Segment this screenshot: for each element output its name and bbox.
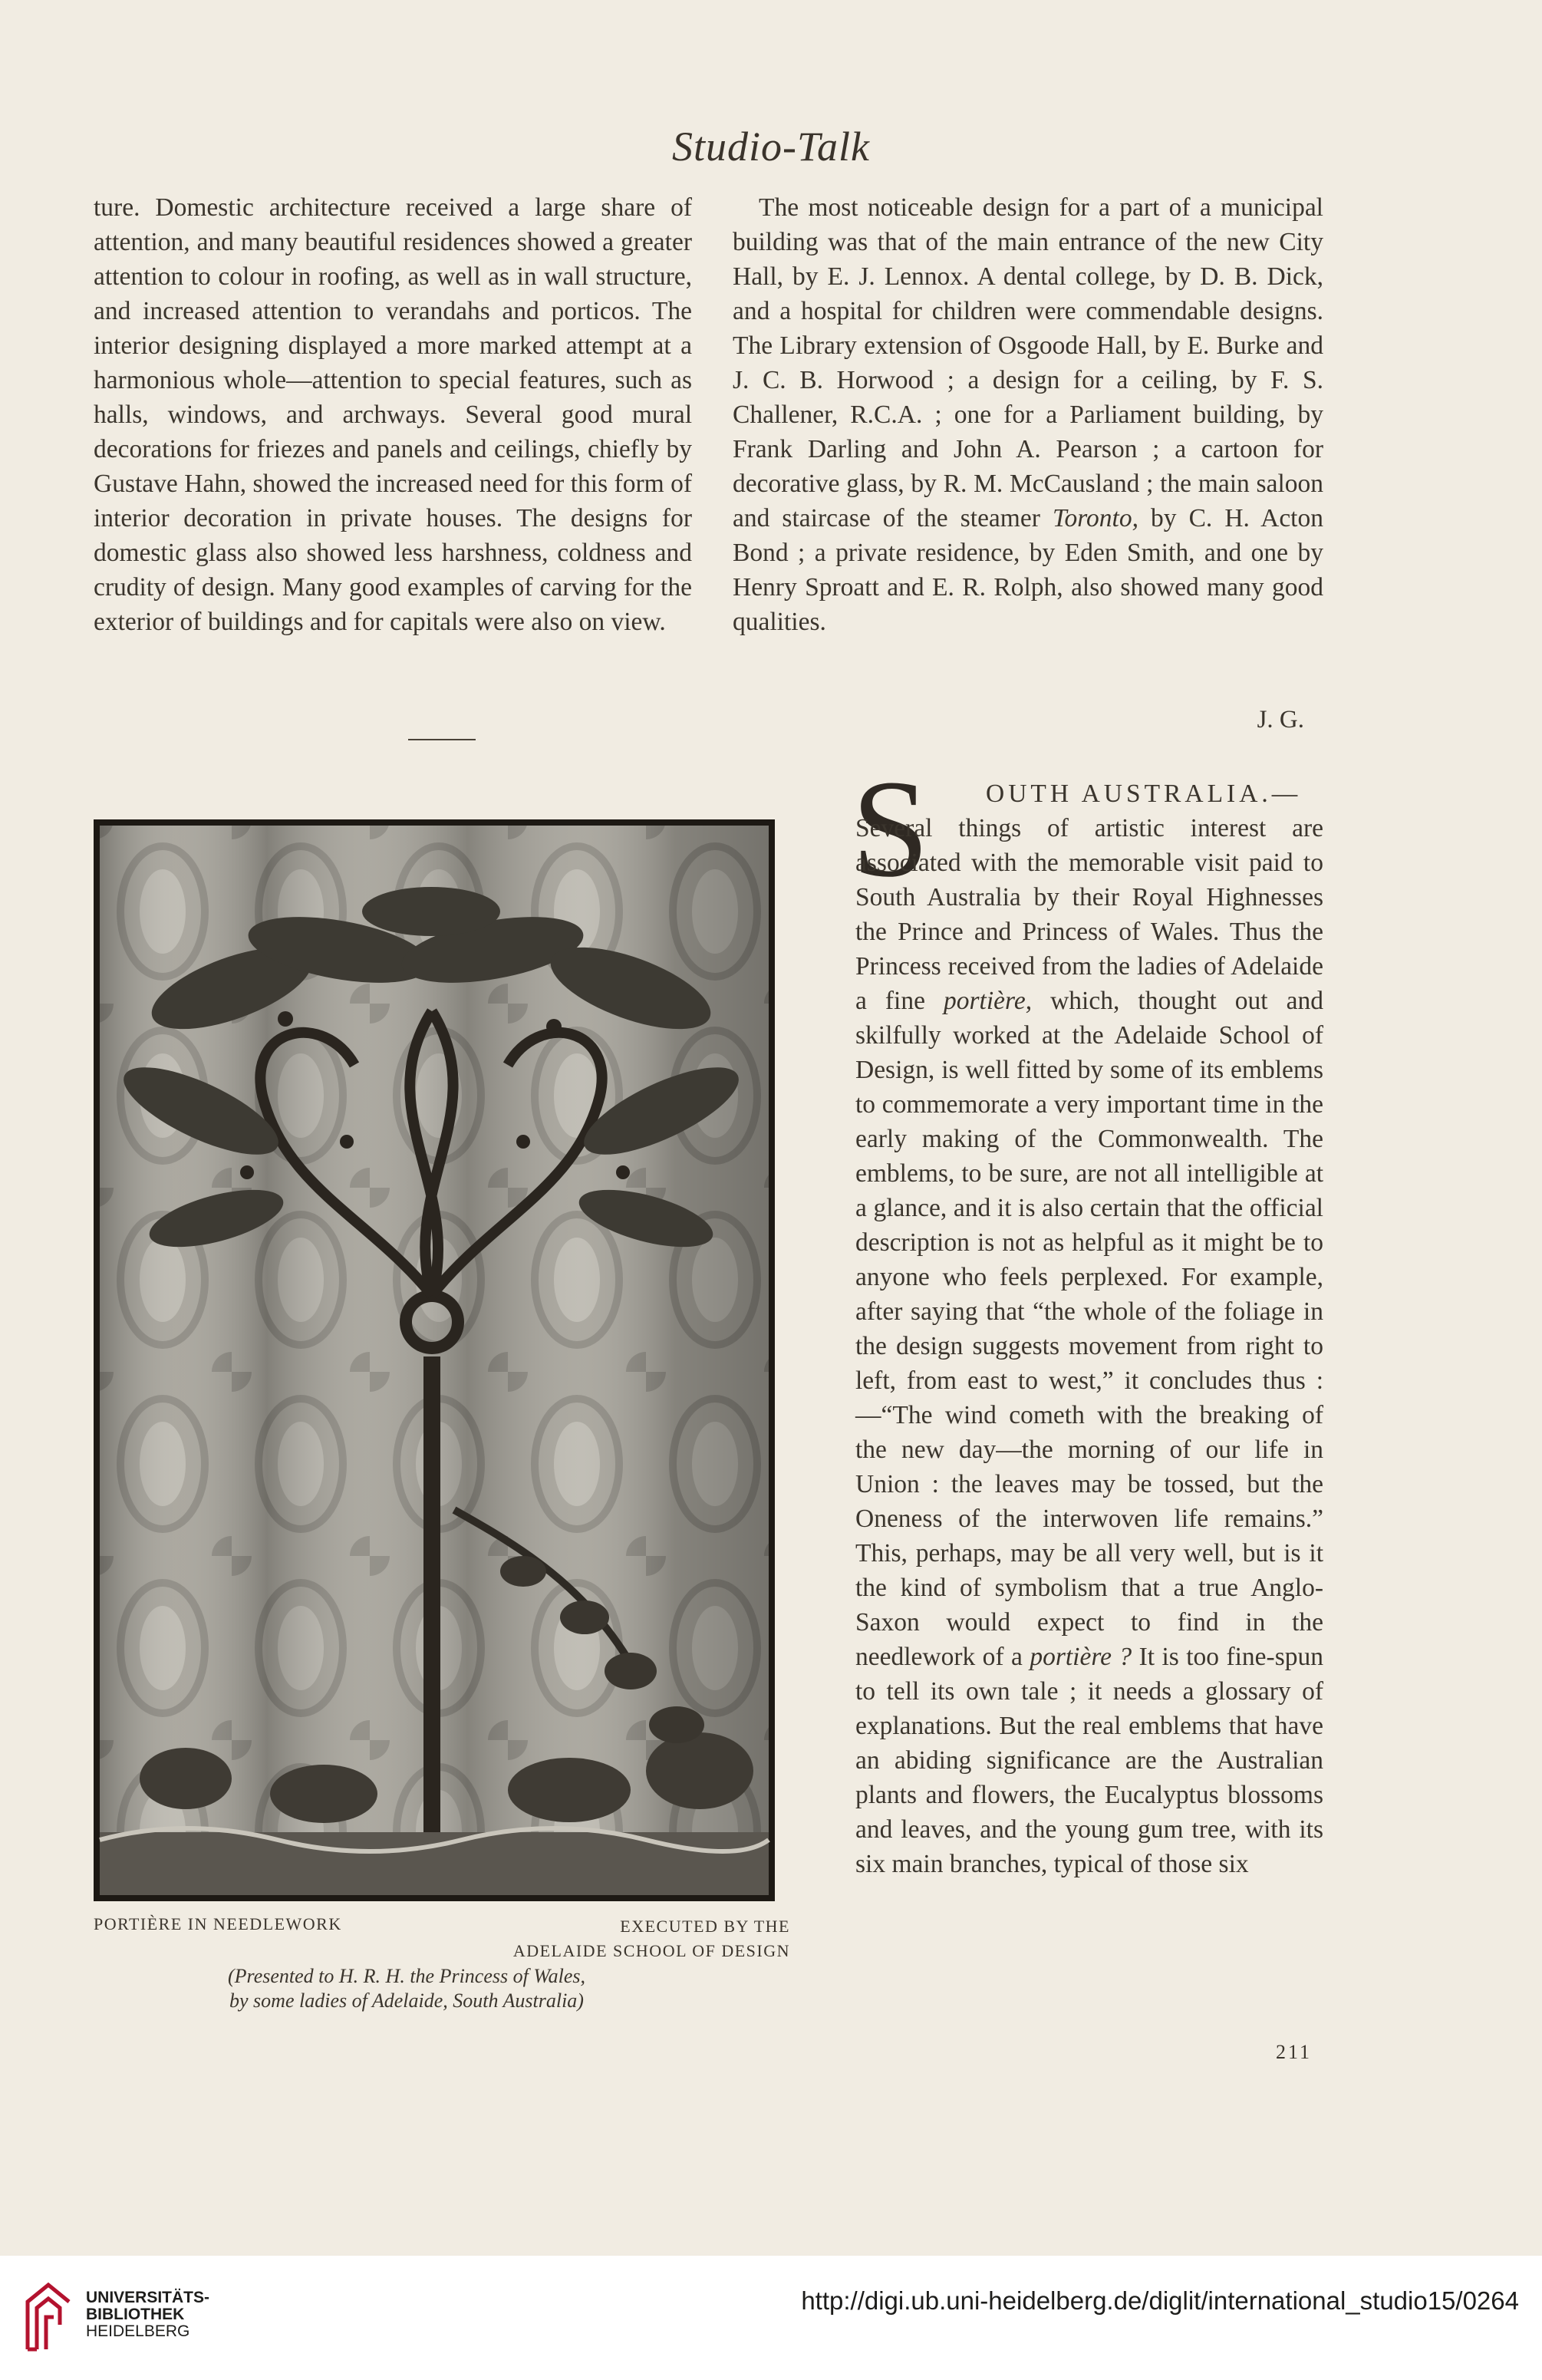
caption-note-line: (Presented to H. R. H. the Princess of Wales, [228, 1965, 585, 1987]
paragraph-toronto-designs [733, 190, 1323, 639]
drop-cap: S [852, 752, 930, 906]
section-heading: OUTH AUSTRALIA.— [986, 780, 1302, 808]
italic-term: portière ? [1030, 1643, 1132, 1671]
caption-note [115, 1964, 698, 2013]
section-rule [408, 739, 476, 740]
caption-maker-line: ADELAIDE SCHOOL OF DESIGN [512, 1941, 790, 1960]
paragraph-south-australia [855, 776, 1323, 1881]
portiere-illustration [94, 819, 775, 1901]
text-segment: by C. H. Acton Bond ; a private residence, by Eden Smith, and one by Henry Sproatt and E. R. Rolph, also showed many good qualities. [733, 504, 1323, 636]
left-text-column [94, 190, 692, 639]
ship-name: Toronto, [1052, 504, 1138, 532]
library-name-line: UNIVERSITÄTS- [86, 2289, 210, 2306]
text-segment: The most noticeable design for a part of a municipal building was that of the main entrance of the new City Hall, by E. J. Lennox. A dental college, by D. B. Dick, and a hospital for children were commendable designs. The Library extension of Osgoode Hall, by E. Burke and J. C. B. Horwood ; a design for a ceiling, by F. S. Challener, R.C.A. ; one for a Parliament building, by Frank Darling and John A. Pearson ; a cartoon for decorative glass, by R. M. McCausland ; the main saloon and staircase of the steamer [733, 193, 1323, 532]
text-segment: It is too fine-spun to tell its own tale ; it needs a glossary of explanations. But the real emblems that have an abiding significance are the Australian plants and flowers, the Eucalyptus blossoms and leaves, and the young gum tree, with its six main branches, typical of those six [855, 1643, 1323, 1878]
source-url-link[interactable]: http://digi.ub.uni-heidelberg.de/diglit/international_studio15/0264 [801, 2286, 1519, 2315]
portiere-artwork [94, 819, 775, 1901]
italic-term: portière, [944, 987, 1033, 1015]
running-title: Studio-Talk [671, 124, 871, 170]
caption-title: PORTIÈRE IN NEEDLEWORK [94, 1914, 342, 1933]
text-segment: Several things of artistic interest are associated with the memorable visit paid to South Australia by their Royal Highnesses the Prince and Princess of Wales. Thus the Princess received from the ladies of Adelaide a fine [855, 814, 1323, 1015]
right-text-column [733, 190, 1323, 639]
caption-maker [453, 1914, 790, 1963]
author-signature: J. G. [1257, 706, 1304, 733]
text-segment: which, thought out and skilfully worked at the Adelaide School of Design, is well fitted by some of its emblems to commemorate a very important time in the early making of the Commonwealth. The emblems, to be sure, are not all intelligible at a glance, and it is also certain that the official description is not as helpful as it might be to anyone who feels perplexed. For example, after saying that “the whole of the foliage in the design suggests movement from right to left, from east to west,” it concludes thus :—“The wind cometh with the breaking of the new day—the morning of our life in Union : the leaves may be tossed, but the Oneness of the interwoven life remains.” This, perhaps, may be all very well, but is it the kind of symbolism that a true Anglo-Saxon would expect to find in the needlework of a [855, 987, 1323, 1671]
caption-note-line: by some ladies of Adelaide, South Australia) [229, 1989, 584, 2012]
south-australia-column [855, 776, 1323, 1881]
library-name [86, 2289, 209, 2340]
digitization-footer [0, 2256, 1542, 2380]
page-number: 211 [1275, 2041, 1312, 2063]
library-name-line: BIBLIOTHEK [86, 2306, 185, 2323]
caption-maker-line: EXECUTED BY THE [620, 1917, 790, 1936]
heidelberg-library-logo-icon [21, 2279, 75, 2355]
paragraph-architecture: ture. Domestic architecture received a large share of attention, and many beautiful residences showed a greater attention to colour in roofing, as well as in wall structure, and increased attention to verandahs and porticos. The interior designing displayed a more marked attempt at a harmonious whole—attention to special features, such as halls, windows, and archways. Several good mural decorations for friezes and panels and ceilings, chiefly by Gustave Hahn, showed the increased need for this form of interior decoration in private houses. The designs for domestic glass also showed less harshness, coldness and crudity of design. Many good examples of carving for the exterior of buildings and for capitals were also on view. [94, 193, 692, 636]
library-name-line: HEIDELBERG [86, 2322, 190, 2340]
